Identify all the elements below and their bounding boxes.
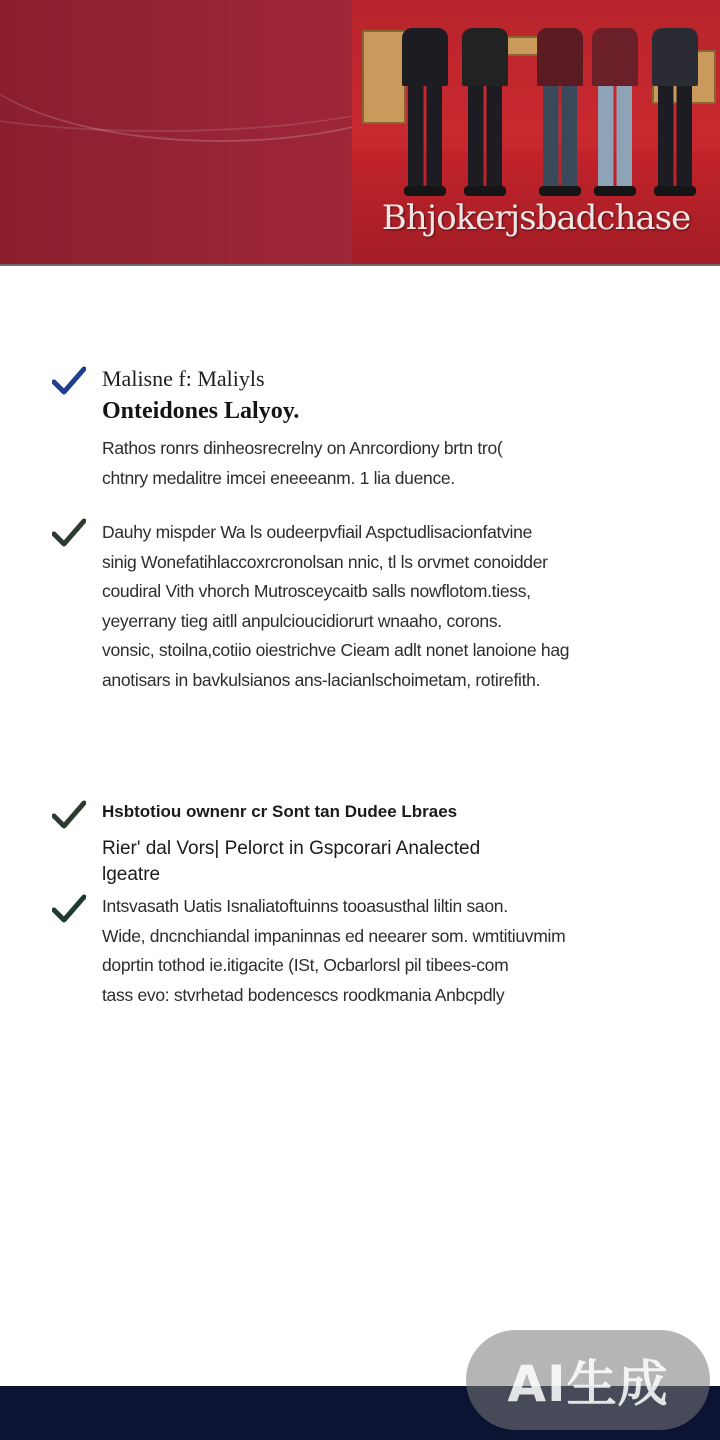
feature-section [52,364,672,494]
ai-generated-badge: AI生成 [466,1330,710,1430]
body-line: yeyerrany tieg aitll anpulcioucidiorurt wnaaho, corons. [102,610,502,631]
body-line: coudiral Vith vhorch Mutrosceycaitb salls nowflotom.tiess, [102,581,531,601]
checkmark-icon [52,366,86,396]
person-figure [462,28,508,196]
checkmark-icon [52,518,86,548]
section-title [102,836,602,888]
person-figure [652,28,698,196]
section-title: Onteidones Lalyoy. [102,398,300,424]
body-line: Rathos ronrs dinheosrecrelny on Anrcordiony brtn tro( [102,438,503,458]
body-line: Dauhy mispder Wa ls oudeerpvfiail Aspctudlisacionfatvine [102,522,532,542]
body-line: chtnry medalitre imcei eneeeanm. 1 lia duence. [102,467,455,488]
body-line: tass evo: stvrhetad bodencescs roodkmania Anbcpdly [102,984,505,1005]
crate [362,30,406,124]
body-line: anotisars in bavkulsianos ans-lacianlschoimetam, rotirefith. [102,669,541,690]
checkmark-icon [52,894,86,924]
section-subtitle: Malisne f: Maliyls [102,366,265,391]
section-body [102,518,672,695]
feature-section [52,892,672,1012]
feature-section [52,518,672,698]
body-line: doprtin tothod ie.itigacite (ISt, Ocbarlorsl pil tibees-com [102,955,509,975]
person-figure [537,28,583,196]
hero-banner [0,0,720,266]
hero-caption: Bhjokerjsbadchase [381,198,691,238]
checkmark-icon [52,800,86,830]
section-subtitle: Hsbtotiou ownenr cr Sont tan Dudee Lbraes [102,802,458,821]
body-line: vonsic, stoilna,cotiio oiestrichve Cieam adlt nonet lanoione hag [102,640,570,660]
subheading-line: lgeatre [102,864,161,885]
body-line: Intsvasath Uatis Isnaliatoftuinns tooasusthal liltin saon. [102,896,508,916]
body-line: Wide, dncnchiandal impaninnas ed neearer som. wmtitiuvmim [102,925,566,946]
subheading-line: Rier' dal Vors| Pelorct in Gspcorari Analected [102,838,481,859]
body-line: sinig Wonefatihlaccoxrcronolsan nnic, tl ls orvmet conoidder [102,551,548,572]
person-figure [402,28,448,196]
feature-section [52,798,672,888]
section-body [102,434,672,493]
person-figure [592,28,638,196]
section-body [102,892,672,1010]
